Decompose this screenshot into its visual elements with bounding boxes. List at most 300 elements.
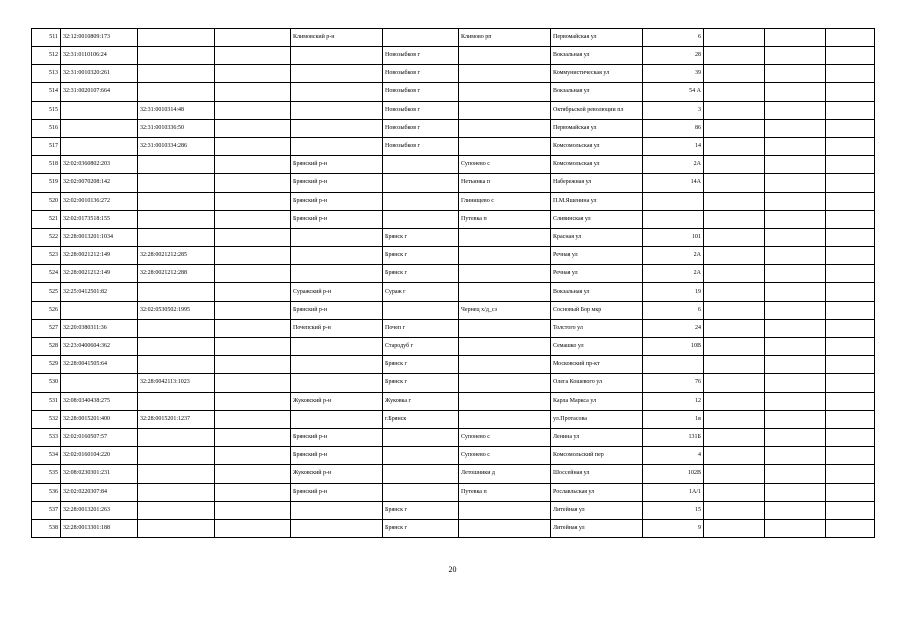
cadastral-number-2-cell: [138, 338, 215, 356]
cadastral-number-cell: 32:28:0021212:149: [61, 265, 138, 283]
table-row: [32, 210, 875, 228]
cadastral-number-2-cell: [138, 228, 215, 246]
empty-cell: [765, 483, 826, 501]
empty-cell: [826, 174, 875, 192]
empty-cell: [765, 119, 826, 137]
street-cell: Карла Маркса ул: [551, 392, 643, 410]
district-cell: Жуковский р-н: [291, 465, 383, 483]
street-cell: Комсомольская ул: [551, 156, 643, 174]
empty-cell: [826, 283, 875, 301]
district-cell: [291, 501, 383, 519]
empty-cell: [765, 501, 826, 519]
empty-cell: [826, 265, 875, 283]
empty-cell: [215, 374, 291, 392]
empty-cell: [765, 301, 826, 319]
cadastral-number-2-cell: [138, 501, 215, 519]
empty-cell: [826, 447, 875, 465]
empty-cell: [765, 156, 826, 174]
table-row: [32, 65, 875, 83]
cadastral-number-2-cell: [138, 29, 215, 47]
district-cell: [291, 101, 383, 119]
settlement-cell: Нетьинка п: [459, 174, 551, 192]
street-cell: Комсомольский пер: [551, 447, 643, 465]
empty-cell: [765, 428, 826, 446]
house-number-cell: [643, 210, 704, 228]
row-number-cell: 532: [32, 410, 61, 428]
settlement-cell: [459, 65, 551, 83]
empty-cell: [704, 119, 765, 137]
city-cell: Новозыбков г: [383, 101, 459, 119]
settlement-cell: [459, 47, 551, 65]
empty-cell: [826, 119, 875, 137]
empty-cell: [704, 356, 765, 374]
empty-cell: [215, 210, 291, 228]
settlement-cell: Супонево с: [459, 447, 551, 465]
city-cell: Почеп г: [383, 319, 459, 337]
house-number-cell: 9: [643, 519, 704, 537]
city-cell: [383, 210, 459, 228]
empty-cell: [215, 283, 291, 301]
district-cell: Брянский р-н: [291, 210, 383, 228]
empty-cell: [765, 319, 826, 337]
cadastral-number-cell: [61, 101, 138, 119]
house-number-cell: 54 А: [643, 83, 704, 101]
city-cell: Брянск г: [383, 228, 459, 246]
empty-cell: [215, 428, 291, 446]
district-cell: Почепский р-н: [291, 319, 383, 337]
district-cell: [291, 47, 383, 65]
district-cell: [291, 65, 383, 83]
house-number-cell: [643, 192, 704, 210]
district-cell: Брянский р-н: [291, 192, 383, 210]
empty-cell: [704, 65, 765, 83]
settlement-cell: [459, 265, 551, 283]
empty-cell: [765, 356, 826, 374]
empty-cell: [215, 137, 291, 155]
settlement-cell: Путевка п: [459, 210, 551, 228]
street-cell: Первомайская ул: [551, 119, 643, 137]
city-cell: [383, 447, 459, 465]
table-row: [32, 392, 875, 410]
settlement-cell: Супонево с: [459, 428, 551, 446]
empty-cell: [765, 374, 826, 392]
street-cell: Сосновый Бор мкр: [551, 301, 643, 319]
cadastral-number-2-cell: [138, 174, 215, 192]
cadastral-number-cell: 32:31:0010320:261: [61, 65, 138, 83]
city-cell: Брянск г: [383, 247, 459, 265]
empty-cell: [704, 338, 765, 356]
district-cell: [291, 137, 383, 155]
registry-table: [31, 28, 875, 538]
row-number-cell: 530: [32, 374, 61, 392]
street-cell: Вокзальная ул: [551, 283, 643, 301]
empty-cell: [704, 392, 765, 410]
empty-cell: [765, 338, 826, 356]
empty-cell: [215, 29, 291, 47]
empty-cell: [704, 156, 765, 174]
city-cell: Брянск г: [383, 374, 459, 392]
empty-cell: [704, 83, 765, 101]
empty-cell: [704, 519, 765, 537]
house-number-cell: 6: [643, 29, 704, 47]
empty-cell: [215, 410, 291, 428]
empty-cell: [215, 47, 291, 65]
settlement-cell: Летошники д: [459, 465, 551, 483]
empty-cell: [215, 447, 291, 465]
cadastral-number-2-cell: 32:28:0021212:285: [138, 247, 215, 265]
empty-cell: [704, 465, 765, 483]
row-number-cell: 538: [32, 519, 61, 537]
street-cell: Сливинская ул: [551, 210, 643, 228]
cadastral-number-2-cell: [138, 319, 215, 337]
house-number-cell: 4: [643, 447, 704, 465]
street-cell: Речная ул: [551, 247, 643, 265]
street-cell: Ленина ул: [551, 428, 643, 446]
cadastral-number-cell: 32:23:0400604:362: [61, 338, 138, 356]
district-cell: [291, 228, 383, 246]
street-cell: Октябрьской революции пл: [551, 101, 643, 119]
empty-cell: [826, 519, 875, 537]
row-number-cell: 524: [32, 265, 61, 283]
city-cell: [383, 301, 459, 319]
settlement-cell: [459, 83, 551, 101]
empty-cell: [704, 483, 765, 501]
district-cell: Брянский р-н: [291, 174, 383, 192]
cadastral-number-cell: 32:08:0340438:275: [61, 392, 138, 410]
empty-cell: [215, 174, 291, 192]
empty-cell: [704, 137, 765, 155]
table-row: [32, 119, 875, 137]
row-number-cell: 528: [32, 338, 61, 356]
house-number-cell: [643, 356, 704, 374]
empty-cell: [704, 301, 765, 319]
empty-cell: [215, 156, 291, 174]
cadastral-number-2-cell: 32:31:0010314:48: [138, 101, 215, 119]
district-cell: [291, 356, 383, 374]
cadastral-number-2-cell: [138, 392, 215, 410]
empty-cell: [215, 247, 291, 265]
house-number-cell: 131Б: [643, 428, 704, 446]
house-number-cell: 14А: [643, 174, 704, 192]
row-number-cell: 537: [32, 501, 61, 519]
empty-cell: [215, 265, 291, 283]
street-cell: П.М.Яшенина ул: [551, 192, 643, 210]
cadastral-number-2-cell: [138, 83, 215, 101]
city-cell: Брянск г: [383, 265, 459, 283]
settlement-cell: [459, 392, 551, 410]
district-cell: [291, 247, 383, 265]
street-cell: Литейная ул: [551, 501, 643, 519]
table-row: [32, 283, 875, 301]
street-cell: Речная ул: [551, 265, 643, 283]
district-cell: Брянский р-н: [291, 301, 383, 319]
cadastral-number-cell: [61, 301, 138, 319]
district-cell: [291, 119, 383, 137]
city-cell: г.Брянск: [383, 410, 459, 428]
row-number-cell: 523: [32, 247, 61, 265]
empty-cell: [215, 465, 291, 483]
empty-cell: [765, 65, 826, 83]
empty-cell: [765, 465, 826, 483]
cadastral-number-cell: 32:08:0230301:231: [61, 465, 138, 483]
settlement-cell: [459, 338, 551, 356]
cadastral-number-2-cell: [138, 483, 215, 501]
house-number-cell: 76: [643, 374, 704, 392]
city-cell: Новозыбков г: [383, 137, 459, 155]
cadastral-number-2-cell: [138, 465, 215, 483]
row-number-cell: 520: [32, 192, 61, 210]
settlement-cell: Климово рп: [459, 29, 551, 47]
table-row: [32, 356, 875, 374]
empty-cell: [704, 228, 765, 246]
street-cell: Вокзальная ул: [551, 83, 643, 101]
house-number-cell: 14: [643, 137, 704, 155]
table-row: [32, 428, 875, 446]
empty-cell: [215, 392, 291, 410]
empty-cell: [704, 47, 765, 65]
city-cell: [383, 483, 459, 501]
table-row: [32, 156, 875, 174]
empty-cell: [765, 265, 826, 283]
city-cell: Стародуб г: [383, 338, 459, 356]
city-cell: Брянск г: [383, 519, 459, 537]
empty-cell: [765, 174, 826, 192]
cadastral-number-cell: 32:02:0010136:272: [61, 192, 138, 210]
row-number-cell: 522: [32, 228, 61, 246]
cadastral-number-2-cell: 32:28:0042113:1023: [138, 374, 215, 392]
cadastral-number-2-cell: 32:28:0015201:1237: [138, 410, 215, 428]
cadastral-number-2-cell: [138, 65, 215, 83]
table-row: [32, 265, 875, 283]
street-cell: Шоссейная ул: [551, 465, 643, 483]
cadastral-number-cell: 32:02:0160507:57: [61, 428, 138, 446]
house-number-cell: 39: [643, 65, 704, 83]
house-number-cell: 19: [643, 283, 704, 301]
cadastral-number-cell: 32:28:0013201:263: [61, 501, 138, 519]
empty-cell: [704, 501, 765, 519]
cadastral-number-2-cell: 32:28:0021212:288: [138, 265, 215, 283]
empty-cell: [765, 83, 826, 101]
city-cell: Брянск г: [383, 356, 459, 374]
cadastral-number-2-cell: [138, 519, 215, 537]
empty-cell: [215, 228, 291, 246]
settlement-cell: [459, 283, 551, 301]
city-cell: Брянск г: [383, 501, 459, 519]
table-row: [32, 465, 875, 483]
house-number-cell: 102В: [643, 465, 704, 483]
house-number-cell: 28: [643, 47, 704, 65]
settlement-cell: [459, 101, 551, 119]
cadastral-number-cell: 32:02:0220307:84: [61, 483, 138, 501]
settlement-cell: [459, 501, 551, 519]
street-cell: Олега Кошевого ул: [551, 374, 643, 392]
table-row: [32, 192, 875, 210]
table-row: [32, 301, 875, 319]
city-cell: [383, 174, 459, 192]
empty-cell: [826, 228, 875, 246]
city-cell: [383, 192, 459, 210]
street-cell: Комсомольская ул: [551, 137, 643, 155]
street-cell: Рославльская ул: [551, 483, 643, 501]
street-cell: Литейная ул: [551, 519, 643, 537]
house-number-cell: 86: [643, 119, 704, 137]
empty-cell: [826, 392, 875, 410]
city-cell: Новозыбков г: [383, 47, 459, 65]
empty-cell: [765, 29, 826, 47]
district-cell: [291, 83, 383, 101]
row-number-cell: 518: [32, 156, 61, 174]
table-row: [32, 101, 875, 119]
empty-cell: [765, 247, 826, 265]
cadastral-number-2-cell: 32:31:0010334:286: [138, 137, 215, 155]
table-row: [32, 29, 875, 47]
district-cell: Брянский р-н: [291, 428, 383, 446]
empty-cell: [826, 338, 875, 356]
empty-cell: [765, 447, 826, 465]
table-row: [32, 374, 875, 392]
empty-cell: [826, 483, 875, 501]
row-number-cell: 535: [32, 465, 61, 483]
empty-cell: [765, 101, 826, 119]
cadastral-number-cell: 32:28:0013301:188: [61, 519, 138, 537]
table-row: [32, 247, 875, 265]
street-cell: Красная ул: [551, 228, 643, 246]
empty-cell: [765, 283, 826, 301]
cadastral-number-cell: [61, 374, 138, 392]
empty-cell: [215, 319, 291, 337]
empty-cell: [826, 428, 875, 446]
cadastral-number-2-cell: 32:02:0530502:1995: [138, 301, 215, 319]
cadastral-number-cell: 32:28:0015201:400: [61, 410, 138, 428]
empty-cell: [765, 392, 826, 410]
street-cell: Вокзальная ул: [551, 47, 643, 65]
page-number: 20: [448, 565, 457, 574]
house-number-cell: 1А/1: [643, 483, 704, 501]
empty-cell: [826, 156, 875, 174]
empty-cell: [826, 247, 875, 265]
cadastral-number-2-cell: [138, 192, 215, 210]
empty-cell: [215, 501, 291, 519]
empty-cell: [765, 228, 826, 246]
row-number-cell: 516: [32, 119, 61, 137]
table-row: [32, 228, 875, 246]
house-number-cell: 2А: [643, 247, 704, 265]
row-number-cell: 536: [32, 483, 61, 501]
table-row: [32, 501, 875, 519]
district-cell: Суражский р-н: [291, 283, 383, 301]
house-number-cell: 10В: [643, 338, 704, 356]
row-number-cell: 511: [32, 29, 61, 47]
table-row: [32, 519, 875, 537]
district-cell: [291, 519, 383, 537]
city-cell: [383, 465, 459, 483]
empty-cell: [826, 210, 875, 228]
empty-cell: [704, 101, 765, 119]
district-cell: Жуковский р-н: [291, 392, 383, 410]
empty-cell: [704, 410, 765, 428]
empty-cell: [215, 338, 291, 356]
empty-cell: [826, 101, 875, 119]
settlement-cell: Супонево с: [459, 156, 551, 174]
cadastral-number-cell: 32:28:0013201:1034: [61, 228, 138, 246]
street-cell: Первомайская ул: [551, 29, 643, 47]
empty-cell: [704, 174, 765, 192]
row-number-cell: 517: [32, 137, 61, 155]
cadastral-number-cell: 32:02:0160104:220: [61, 447, 138, 465]
house-number-cell: 15: [643, 501, 704, 519]
empty-cell: [765, 519, 826, 537]
row-number-cell: 527: [32, 319, 61, 337]
table-row: [32, 410, 875, 428]
row-number-cell: 529: [32, 356, 61, 374]
district-cell: Брянский р-н: [291, 483, 383, 501]
settlement-cell: [459, 410, 551, 428]
city-cell: [383, 428, 459, 446]
cadastral-number-cell: 32:31:0020107:664: [61, 83, 138, 101]
table-row: [32, 137, 875, 155]
row-number-cell: 531: [32, 392, 61, 410]
district-cell: Брянский р-н: [291, 156, 383, 174]
row-number-cell: 519: [32, 174, 61, 192]
empty-cell: [215, 301, 291, 319]
cadastral-number-cell: 32:28:0041505:64: [61, 356, 138, 374]
row-number-cell: 526: [32, 301, 61, 319]
cadastral-number-cell: 32:31:0110106:24: [61, 47, 138, 65]
street-cell: ул.Протасова: [551, 410, 643, 428]
table-row: [32, 483, 875, 501]
empty-cell: [826, 501, 875, 519]
empty-cell: [826, 374, 875, 392]
city-cell: Новозыбков г: [383, 119, 459, 137]
city-cell: Сураж г: [383, 283, 459, 301]
empty-cell: [826, 465, 875, 483]
house-number-cell: 2А: [643, 265, 704, 283]
row-number-cell: 513: [32, 65, 61, 83]
empty-cell: [765, 210, 826, 228]
street-cell: Семашко ул: [551, 338, 643, 356]
empty-cell: [704, 29, 765, 47]
city-cell: [383, 156, 459, 174]
cadastral-number-cell: [61, 137, 138, 155]
row-number-cell: 512: [32, 47, 61, 65]
table-row: [32, 447, 875, 465]
cadastral-number-2-cell: [138, 428, 215, 446]
empty-cell: [215, 356, 291, 374]
empty-cell: [826, 29, 875, 47]
district-cell: Климовский р-н: [291, 29, 383, 47]
house-number-cell: 3: [643, 101, 704, 119]
empty-cell: [826, 192, 875, 210]
table-row: [32, 174, 875, 192]
house-number-cell: 2А: [643, 156, 704, 174]
table-row: [32, 47, 875, 65]
house-number-cell: 24: [643, 319, 704, 337]
street-cell: Коммунистическая ул: [551, 65, 643, 83]
city-cell: Новозыбков г: [383, 65, 459, 83]
city-cell: Новозыбков г: [383, 83, 459, 101]
street-cell: Толстого ул: [551, 319, 643, 337]
empty-cell: [215, 119, 291, 137]
house-number-cell: 6: [643, 301, 704, 319]
district-cell: [291, 265, 383, 283]
settlement-cell: [459, 356, 551, 374]
settlement-cell: [459, 374, 551, 392]
empty-cell: [826, 410, 875, 428]
empty-cell: [704, 447, 765, 465]
city-cell: [383, 29, 459, 47]
empty-cell: [765, 192, 826, 210]
table-row: [32, 338, 875, 356]
